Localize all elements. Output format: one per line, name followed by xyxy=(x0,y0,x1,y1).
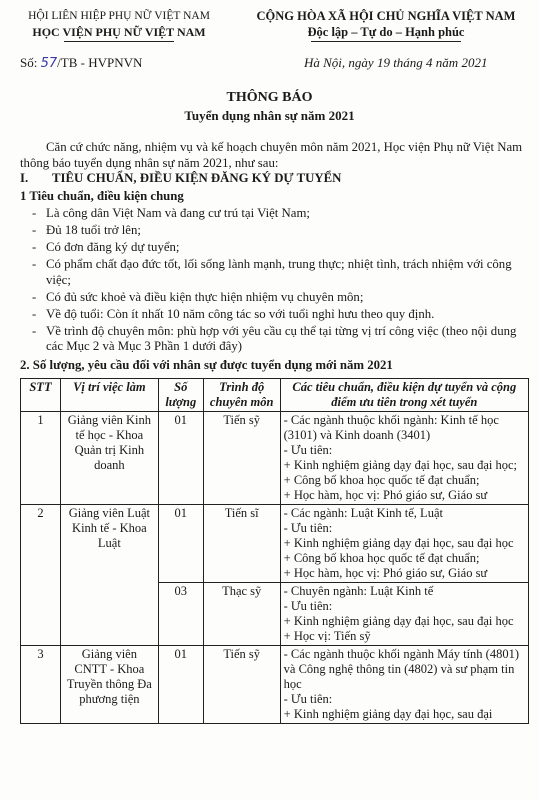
place-date: Hà Nội, ngày 19 tháng 4 năm 2021 xyxy=(304,55,488,70)
cell-details xyxy=(280,412,528,505)
detail-line: - Các ngành thuộc khối ngành Máy tính (4801) và Công nghệ thông tin (4802) và sư phạm tin học xyxy=(283,647,520,691)
criteria-list xyxy=(20,206,525,355)
column-header: Vị trí việc làm xyxy=(60,379,158,412)
cell-level: Tiến sĩ xyxy=(203,505,280,583)
column-header: STT xyxy=(21,379,61,412)
detail-line: - Ưu tiên: xyxy=(283,599,333,613)
detail-line: + Học hàm, học vị: Phó giáo sư, Giáo sư xyxy=(283,566,488,580)
detail-line: - Chuyên ngành: Luật Kinh tế xyxy=(283,584,434,598)
issuer-header xyxy=(14,8,224,42)
national-motto: Độc lập – Tự do – Hạnh phúc xyxy=(307,25,465,39)
list-item: - Về độ tuổi: Còn ít nhất 10 năm công tác so với tuổi nghỉ hưu theo quy định. xyxy=(32,307,525,323)
recruitment-table xyxy=(20,378,529,724)
detail-line: + Kinh nghiệm giảng dạy đại học, sau đại học xyxy=(283,614,514,628)
detail-line: + Công bố khoa học quốc tế đạt chuẩn; xyxy=(283,473,480,487)
cell-details xyxy=(280,646,528,724)
section-number: I. xyxy=(20,171,29,185)
document-title: THÔNG BÁO xyxy=(226,90,313,105)
table-row xyxy=(21,412,529,505)
cell-quantity: 01 xyxy=(158,412,203,505)
document-body xyxy=(20,140,525,375)
handwritten-number: 57 xyxy=(40,56,58,71)
detail-line: - Ưu tiên: xyxy=(283,521,333,535)
list-item: - Có đủ sức khoẻ và điều kiện thực hiện nhiệm vụ chuyên môn; xyxy=(32,290,525,306)
header-underline xyxy=(64,41,174,42)
cell-stt: 3 xyxy=(21,646,61,724)
cell-details xyxy=(280,583,528,646)
list-item: - Là công dân Việt Nam và đang cư trú tại Việt Nam; xyxy=(32,206,525,222)
column-header: Trình độ chuyên môn xyxy=(203,379,280,412)
cell-level: Thạc sỹ xyxy=(203,583,280,646)
number-suffix: /TB - HVPNVN xyxy=(57,55,143,70)
detail-line: + Kinh nghiệm giảng dạy đại học, sau đại học; xyxy=(283,458,518,472)
intro-paragraph: Căn cứ chức năng, nhiệm vụ và kế hoạch chuyên môn năm 2021, Học viện Phụ nữ Việt Nam thông báo tuyển dụng nhân sự năm 2021, như sau: xyxy=(20,140,523,170)
subsection-heading-1: 1 Tiêu chuẩn, điều kiện chung xyxy=(20,188,184,203)
table-row xyxy=(21,646,529,724)
detail-line: + Học vị: Tiến sỹ xyxy=(283,629,371,643)
detail-line: - Các ngành thuộc khối ngành: Kinh tế học (3101) và Kinh doanh (3401) xyxy=(283,413,499,442)
cell-stt: 2 xyxy=(21,505,61,646)
detail-line: - Ưu tiên: xyxy=(283,443,333,457)
number-prefix: Số: xyxy=(20,55,41,70)
section-title: TIÊU CHUẨN, ĐIỀU KIỆN ĐĂNG KÝ DỰ TUYỂN xyxy=(52,171,342,185)
table-row xyxy=(21,505,529,583)
detail-line: - Ưu tiên: xyxy=(283,692,333,706)
cell-level: Tiến sỹ xyxy=(203,646,280,724)
cell-position: Giảng viên Luật Kinh tế - Khoa Luật xyxy=(60,505,158,646)
national-header xyxy=(238,8,534,42)
column-header: Các tiêu chuẩn, điều kiện dự tuyển và cộng điểm ưu tiên trong xét tuyển xyxy=(280,379,528,412)
cell-quantity: 03 xyxy=(158,583,203,646)
detail-line: - Các ngành: Luật Kinh tế, Luật xyxy=(283,506,443,520)
subsection-heading-2: 2. Số lượng, yêu cầu đối với nhân sự được tuyển dụng mới năm 2021 xyxy=(20,357,393,372)
list-item: - Có đơn đăng ký dự tuyển; xyxy=(32,240,525,256)
document-subtitle: Tuyển dụng nhân sự năm 2021 xyxy=(184,108,355,123)
list-item: - Đủ 18 tuổi trở lên; xyxy=(32,223,525,239)
cell-quantity: 01 xyxy=(158,505,203,583)
cell-level: Tiến sỹ xyxy=(203,412,280,505)
detail-line: + Học hàm, học vị: Phó giáo sư, Giáo sư xyxy=(283,488,488,502)
column-header: Số lượng xyxy=(158,379,203,412)
cell-details xyxy=(280,505,528,583)
detail-line: + Công bố khoa học quốc tế đạt chuẩn; xyxy=(283,551,480,565)
republic-name: CỘNG HÒA XÃ HỘI CHỦ NGHĨA VIỆT NAM xyxy=(256,9,516,23)
list-item: - Có phẩm chất đạo đức tốt, lối sống lành mạnh, trung thực; nhiệt tình, trách nhiệm với công việc; xyxy=(32,257,525,288)
parent-organization: HỘI LIÊN HIỆP PHỤ NỮ VIỆT NAM xyxy=(28,10,210,22)
table-header-row xyxy=(21,379,529,412)
organization-name: HỌC VIỆN PHỤ NỮ VIỆT NAM xyxy=(32,25,206,39)
section-heading xyxy=(20,171,525,187)
cell-quantity: 01 xyxy=(158,646,203,724)
cell-position: Giảng viên CNTT - Khoa Truyền thông Đa phương tiện xyxy=(60,646,158,724)
cell-position: Giảng viên Kinh tế học - Khoa Quản trị Kinh doanh xyxy=(60,412,158,505)
motto-underline xyxy=(311,41,461,42)
list-item: - Về trình độ chuyên môn: phù hợp với yêu cầu cụ thể tại từng vị trí công việc (theo nội dung các Mục 2 và Mục 3 Phần 1 dưới đây) xyxy=(32,324,525,355)
cell-stt: 1 xyxy=(21,412,61,505)
detail-line: + Kinh nghiệm giảng dạy đại học, sau đại xyxy=(283,707,493,721)
detail-line: + Kinh nghiệm giảng dạy đại học, sau đại học xyxy=(283,536,514,550)
document-number xyxy=(20,55,142,71)
